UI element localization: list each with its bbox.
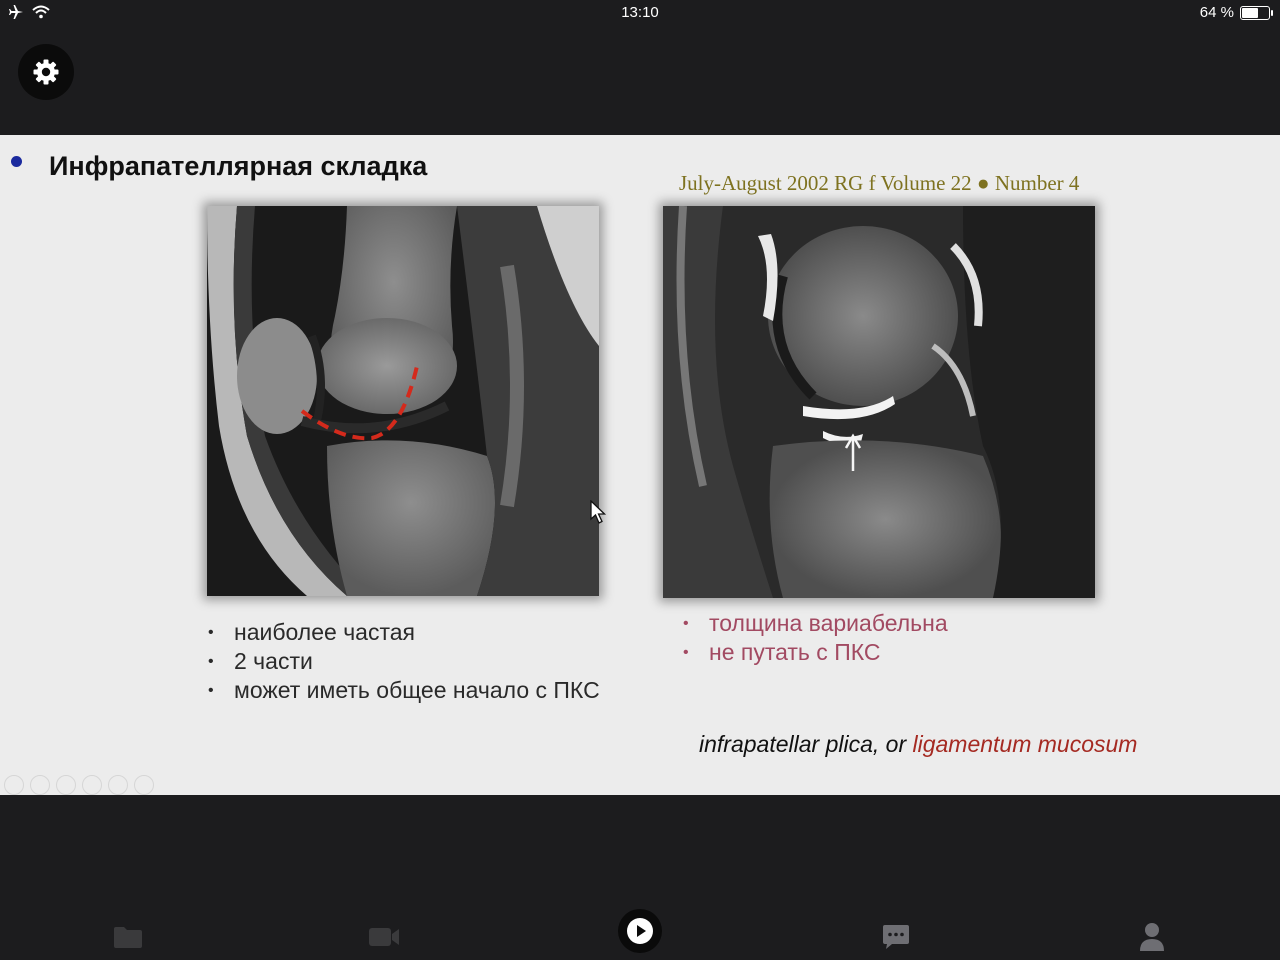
settings-button[interactable]	[18, 44, 74, 100]
play-button[interactable]	[618, 909, 662, 953]
folder-icon	[113, 925, 143, 949]
copy-icon[interactable]	[82, 775, 102, 795]
caption-highlight: ligamentum mucosum	[912, 731, 1138, 757]
tab-folder[interactable]	[108, 917, 148, 957]
status-bar	[0, 0, 1280, 26]
slide-controls	[4, 775, 154, 795]
play-icon	[626, 917, 654, 945]
more-icon[interactable]	[134, 775, 154, 795]
list-item: • не путать с ПКС	[682, 638, 948, 667]
tab-chat[interactable]	[876, 917, 916, 957]
video-icon	[368, 926, 400, 948]
presentation-slide	[0, 135, 1280, 795]
title-bullet	[11, 156, 22, 167]
right-bullet-list	[682, 609, 948, 667]
battery-icon	[1240, 6, 1270, 20]
zoom-icon[interactable]	[108, 775, 128, 795]
battery-percent: 64 %	[1199, 4, 1234, 21]
journal-reference: July-August 2002 RG f Volume 22 ● Number 4	[679, 171, 1080, 195]
status-right	[1200, 4, 1270, 21]
mri-image-left	[207, 206, 599, 596]
slide-caption	[699, 731, 1137, 758]
list-item: • может иметь общее начало с ПКС	[206, 676, 600, 705]
prev-slide-icon[interactable]	[4, 775, 24, 795]
caption-main: infrapatellar plica, or	[699, 731, 913, 757]
left-bullet-list	[206, 618, 600, 705]
pen-icon[interactable]	[56, 775, 76, 795]
list-item: • толщина вариабельна	[682, 609, 948, 638]
list-item: • 2 части	[206, 647, 600, 676]
list-item: • наиболее частая	[206, 618, 600, 647]
next-slide-icon[interactable]	[30, 775, 50, 795]
tab-video[interactable]	[364, 917, 404, 957]
tab-profile[interactable]	[1132, 917, 1172, 957]
status-time: 13:10	[621, 4, 659, 21]
chat-icon	[882, 924, 910, 950]
cursor-icon	[590, 500, 608, 526]
person-icon	[1139, 922, 1165, 952]
gear-icon	[31, 57, 61, 87]
battery-fill	[1242, 8, 1258, 18]
mri-image-right	[663, 206, 1095, 598]
slide-title: Инфрапателлярная складка	[49, 151, 428, 181]
